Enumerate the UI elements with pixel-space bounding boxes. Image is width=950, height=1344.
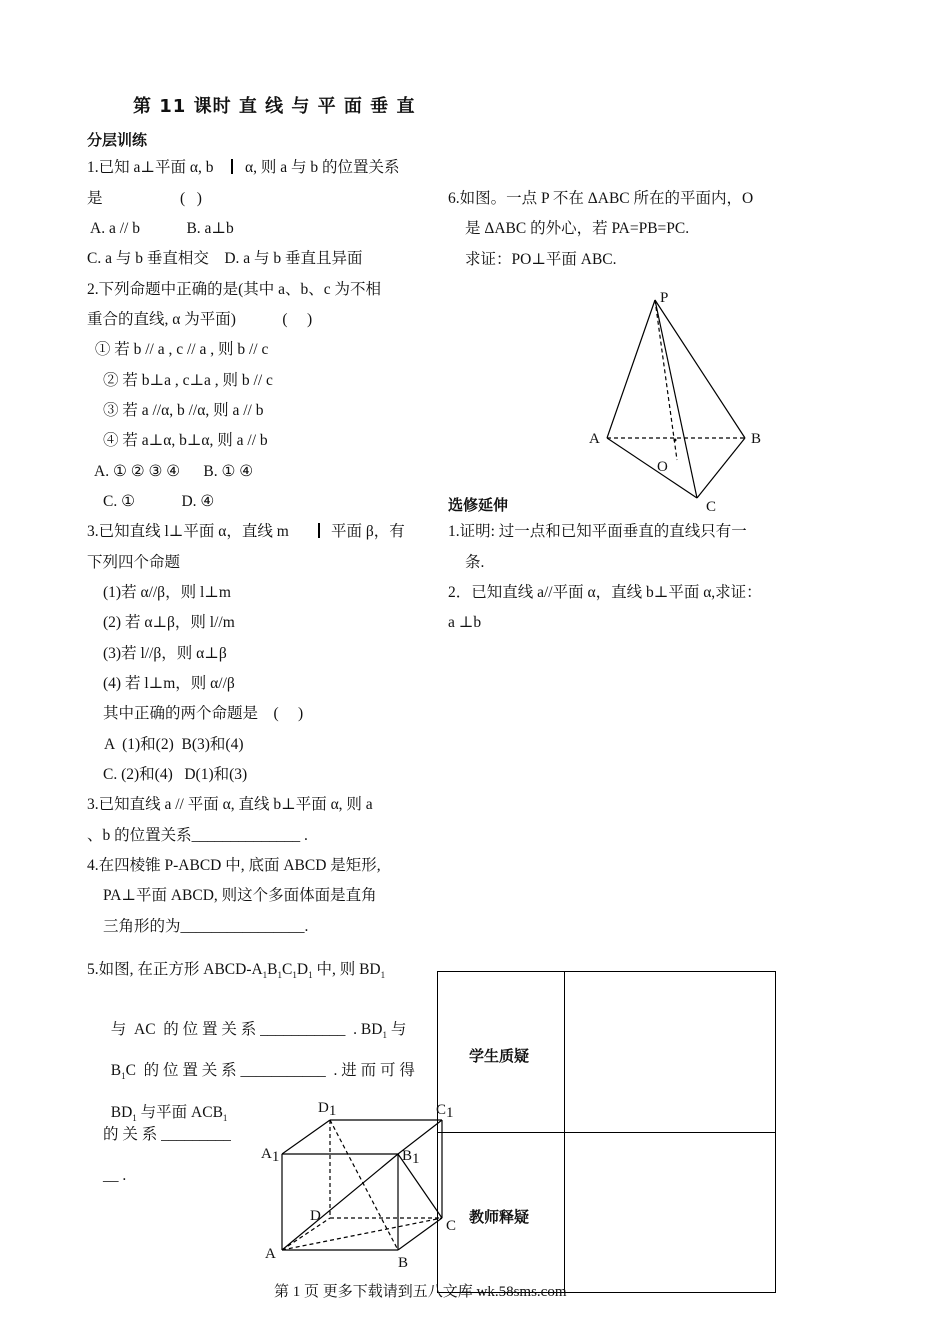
q1-line-2: 是 ( ): [87, 190, 202, 207]
q2-options-cd: C. ① D. ④: [103, 493, 215, 510]
teacher-answers-label: 教师释疑: [469, 1208, 530, 1226]
edge-bc: [697, 438, 745, 498]
q5-line-4: $BD_1$ 与平面 $ACB_1$: [110, 1104, 228, 1124]
q4-line-3: 三角形的为________________.: [103, 918, 309, 935]
q2-options-ab: A. ① ② ③ ④ B. ① ④: [91, 463, 254, 480]
q3-options-cd: C. (2)和(4) D(1)和(3): [103, 766, 248, 783]
label-b: B: [398, 1255, 409, 1270]
q3-proposition-1: (1)若 α//β，则 l⊥m: [103, 584, 231, 601]
diagonal-bd1-hidden: [330, 1120, 398, 1250]
q3-line-1b: 平面 β，有: [331, 523, 405, 540]
ext-q2-line-2: a ⊥b: [448, 614, 482, 631]
q3b-line-1: 3.已知直线 a // 平面 α, 直线 b⊥平面 α, 则 a: [87, 796, 373, 813]
qa-table-row-divider: [437, 1132, 776, 1133]
q3-proposition-3: (3)若 l//β，则 α⊥β: [103, 645, 227, 662]
cube-figure: [255, 1092, 470, 1270]
q5-line-2: 与 AC 的 位 置 关 系 ___________ . $BD_1$ 与: [110, 1021, 407, 1041]
ext-q1-line-2: 条.: [465, 554, 485, 571]
ext-q1-line-1: 1.证明: 过一点和已知平面垂直的直线只有一: [448, 523, 747, 540]
tetrahedron-figure: [580, 285, 780, 520]
label-d1: D1: [318, 1100, 337, 1119]
q3-question: 其中正确的两个命题是 ( ): [103, 705, 304, 722]
q4-line-2: PA⊥平面 ABCD, 则这个多面体面是直角: [103, 887, 377, 904]
in-plane-symbol: [318, 523, 321, 538]
q1-options-ab: A. a // b B. a⊥b: [87, 220, 234, 237]
label-p: P: [660, 290, 669, 306]
q2-line-2: 重合的直线, α 为平面) ( ): [87, 311, 313, 328]
q2-statement-4: ④ 若 a⊥α, b⊥α, 则 a // b: [103, 432, 268, 449]
label-c: C: [706, 499, 717, 515]
point-o: [674, 439, 677, 442]
q6-line-1: 6.如图。一点 P 不在 ΔABC 所在的平面内，O: [448, 190, 754, 207]
q3-proposition-4: (4) 若 l⊥m，则 α//β: [103, 675, 235, 692]
edge-pa: [607, 300, 655, 438]
not-in-plane-symbol: [231, 159, 234, 174]
label-b1: B1: [402, 1148, 420, 1167]
section-heading-layered-training: 分层训练: [87, 131, 148, 149]
label-c1: C1: [436, 1102, 454, 1121]
edge-pb: [655, 300, 745, 438]
q3-line-2: 下列四个命题: [87, 554, 181, 571]
q1-options-cd: C. a 与 b 垂直相交 D. a 与 b 垂直且异面: [87, 250, 363, 267]
label-a: A: [589, 431, 600, 447]
edge-ac: [607, 438, 697, 498]
ext-q2-line-1: 2．已知直线 a//平面 α，直线 b⊥平面 α,求证：: [448, 584, 762, 601]
q1-line-1: 1.已知 a⊥平面 α, b: [87, 159, 214, 176]
q6-line-2: 是 ΔABC 的外心，若 PA=PB=PC.: [465, 220, 690, 237]
label-c: C: [446, 1218, 457, 1234]
q2-line-1: 2.下列命题中正确的是(其中 a、b、c 为不相: [87, 281, 382, 298]
q5-line-6: __ .: [103, 1167, 127, 1184]
q2-statement-1: ① 若 b // a , c // a , 则 b // c: [91, 341, 269, 358]
label-b: B: [751, 431, 762, 447]
page-title: 第 11 课时 直 线 与 平 面 垂 直: [133, 96, 416, 117]
q6-line-3: 求证：PO⊥平面 ABC.: [465, 251, 617, 268]
label-d: D: [310, 1208, 321, 1224]
diagonal-ab1: [282, 1154, 398, 1250]
q5-line-3: $B_1C$ 的 位 置 关 系 ___________ . 进 而 可 得: [110, 1062, 415, 1082]
q3b-line-2: 、b 的位置关系______________ .: [87, 827, 308, 844]
label-o: O: [657, 459, 668, 475]
edge-a1d1: [282, 1120, 330, 1154]
q2-statement-2: ② 若 b⊥a , c⊥a , 则 b // c: [103, 372, 273, 389]
q3-options-ab: A (1)和(2) B(3)和(4): [101, 736, 244, 753]
q1-line-1b: α, 则 a 与 b 的位置关系: [245, 159, 400, 176]
q5-line-5: 的 关 系 _________: [103, 1126, 231, 1143]
section-heading-elective-extension: 选修延伸: [448, 496, 509, 514]
segment-po-hidden: [655, 300, 677, 460]
label-a: A: [265, 1246, 276, 1262]
label-a1: A1: [261, 1146, 280, 1165]
page-footer: 第 1 页 更多下载请到五八文库 wk.58sms.com: [274, 1284, 567, 1300]
q3-line-1: 3.已知直线 l⊥平面 α，直线 m: [87, 523, 289, 540]
q5-line-1: 5.如图, 在正方形 ABCD-$A_1B_1C_1D_1$ 中, 则 $BD_1$: [87, 961, 386, 981]
student-questions-label: 学生质疑: [469, 1047, 530, 1065]
q4-line-1: 4.在四棱锥 P-ABCD 中, 底面 ABCD 是矩形,: [87, 857, 381, 874]
q2-statement-3: ③ 若 a //α, b //α, 则 a // b: [103, 402, 264, 419]
q3-proposition-2: (2) 若 α⊥β，则 l//m: [103, 614, 235, 631]
